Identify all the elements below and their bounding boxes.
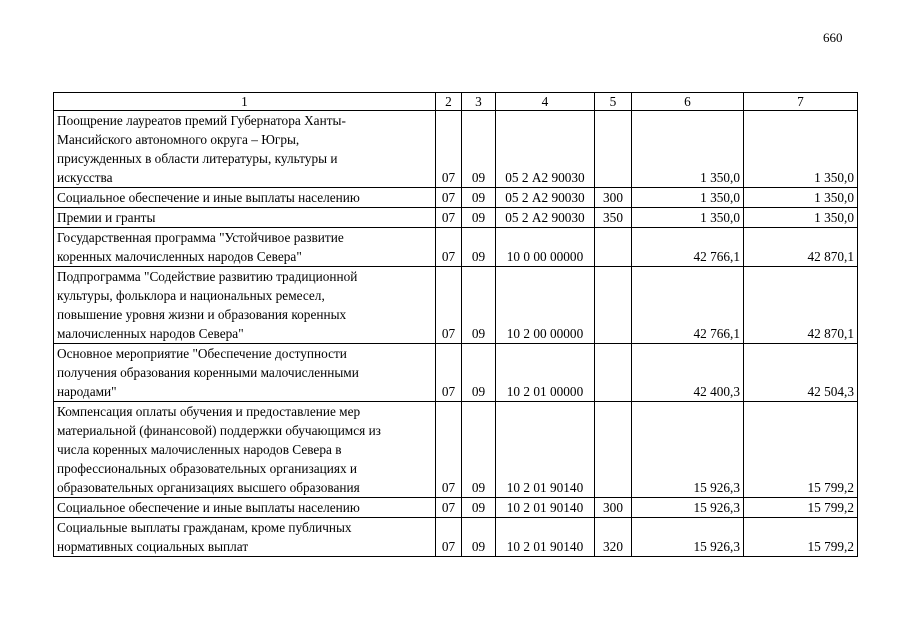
row-name-cell: Социальное обеспечение и иные выплаты населению xyxy=(54,498,436,518)
expense-type-cell xyxy=(595,344,632,402)
row-name-cell: Государственная программа "Устойчивое развитие коренных малочисленных народов Севера" xyxy=(54,228,436,267)
subsection-code-cell: 09 xyxy=(462,344,496,402)
subsection-code-cell: 09 xyxy=(462,518,496,557)
expense-type-cell: 320 xyxy=(595,518,632,557)
table-row xyxy=(54,228,858,267)
subsection-code-cell: 09 xyxy=(462,111,496,188)
table-row xyxy=(54,208,858,228)
subsection-code-cell: 09 xyxy=(462,402,496,498)
amount-year1-cell: 42 766,1 xyxy=(632,267,744,344)
section-code-cell: 07 xyxy=(436,228,462,267)
section-code-cell: 07 xyxy=(436,111,462,188)
expense-type-cell xyxy=(595,111,632,188)
row-name-cell: Социальное обеспечение и иные выплаты населению xyxy=(54,188,436,208)
subsection-code-cell: 09 xyxy=(462,267,496,344)
column-header: 7 xyxy=(744,93,858,111)
page-number: 660 xyxy=(823,30,843,45)
subsection-code-cell: 09 xyxy=(462,188,496,208)
amount-year2-cell: 15 799,2 xyxy=(744,518,858,557)
amount-year2-cell: 1 350,0 xyxy=(744,111,858,188)
amount-year1-cell: 15 926,3 xyxy=(632,498,744,518)
section-code-cell: 07 xyxy=(436,402,462,498)
column-header: 1 xyxy=(54,93,436,111)
target-code-cell: 10 2 01 90140 xyxy=(496,402,595,498)
table-row xyxy=(54,498,858,518)
amount-year1-cell: 42 766,1 xyxy=(632,228,744,267)
target-code-cell: 05 2 А2 90030 xyxy=(496,188,595,208)
target-code-cell: 05 2 А2 90030 xyxy=(496,111,595,188)
target-code-cell: 05 2 А2 90030 xyxy=(496,208,595,228)
amount-year2-cell: 42 870,1 xyxy=(744,228,858,267)
table-row xyxy=(54,267,858,344)
column-header: 4 xyxy=(496,93,595,111)
amount-year1-cell: 1 350,0 xyxy=(632,208,744,228)
amount-year1-cell: 1 350,0 xyxy=(632,188,744,208)
amount-year2-cell: 15 799,2 xyxy=(744,498,858,518)
column-header: 6 xyxy=(632,93,744,111)
section-code-cell: 07 xyxy=(436,518,462,557)
amount-year2-cell: 15 799,2 xyxy=(744,402,858,498)
expense-type-cell: 300 xyxy=(595,188,632,208)
amount-year1-cell: 42 400,3 xyxy=(632,344,744,402)
subsection-code-cell: 09 xyxy=(462,498,496,518)
expense-type-cell xyxy=(595,267,632,344)
column-header: 2 xyxy=(436,93,462,111)
table-row xyxy=(54,111,858,188)
expense-type-cell: 300 xyxy=(595,498,632,518)
target-code-cell: 10 2 01 90140 xyxy=(496,498,595,518)
amount-year2-cell: 42 504,3 xyxy=(744,344,858,402)
section-code-cell: 07 xyxy=(436,208,462,228)
amount-year1-cell: 1 350,0 xyxy=(632,111,744,188)
row-name-cell: Основное мероприятие "Обеспечение доступности получения образования коренными малочисленными народами" xyxy=(54,344,436,402)
row-name-cell: Поощрение лауреатов премий Губернатора Ханты- Мансийского автономного округа – Югры, присужденных в области литературы, культуры и искусства xyxy=(54,111,436,188)
expense-type-cell xyxy=(595,402,632,498)
target-code-cell: 10 2 00 00000 xyxy=(496,267,595,344)
row-name-cell: Социальные выплаты гражданам, кроме публичных нормативных социальных выплат xyxy=(54,518,436,557)
section-code-cell: 07 xyxy=(436,498,462,518)
subsection-code-cell: 09 xyxy=(462,228,496,267)
amount-year1-cell: 15 926,3 xyxy=(632,402,744,498)
budget-table xyxy=(53,92,858,557)
table-row xyxy=(54,518,858,557)
column-header: 3 xyxy=(462,93,496,111)
target-code-cell: 10 2 01 00000 xyxy=(496,344,595,402)
row-name-cell: Премии и гранты xyxy=(54,208,436,228)
column-header: 5 xyxy=(595,93,632,111)
subsection-code-cell: 09 xyxy=(462,208,496,228)
amount-year1-cell: 15 926,3 xyxy=(632,518,744,557)
target-code-cell: 10 2 01 90140 xyxy=(496,518,595,557)
amount-year2-cell: 1 350,0 xyxy=(744,188,858,208)
row-name-cell: Подпрограмма "Содействие развитию традиционной культуры, фольклора и национальных ремесел, повышение уровня жизни и образования коренных малочисленных народов Севера" xyxy=(54,267,436,344)
section-code-cell: 07 xyxy=(436,267,462,344)
header-row xyxy=(54,93,858,111)
table-row xyxy=(54,402,858,498)
row-name-cell: Компенсация оплаты обучения и предоставление мер материальной (финансовой) поддержки обучающимся из числа коренных малочисленных народов Севера в профессиональных образовательных организациях и образовательных организациях высшего образования xyxy=(54,402,436,498)
table-row xyxy=(54,188,858,208)
section-code-cell: 07 xyxy=(436,188,462,208)
section-code-cell: 07 xyxy=(436,344,462,402)
amount-year2-cell: 1 350,0 xyxy=(744,208,858,228)
table-row xyxy=(54,344,858,402)
amount-year2-cell: 42 870,1 xyxy=(744,267,858,344)
target-code-cell: 10 0 00 00000 xyxy=(496,228,595,267)
expense-type-cell xyxy=(595,228,632,267)
expense-type-cell: 350 xyxy=(595,208,632,228)
